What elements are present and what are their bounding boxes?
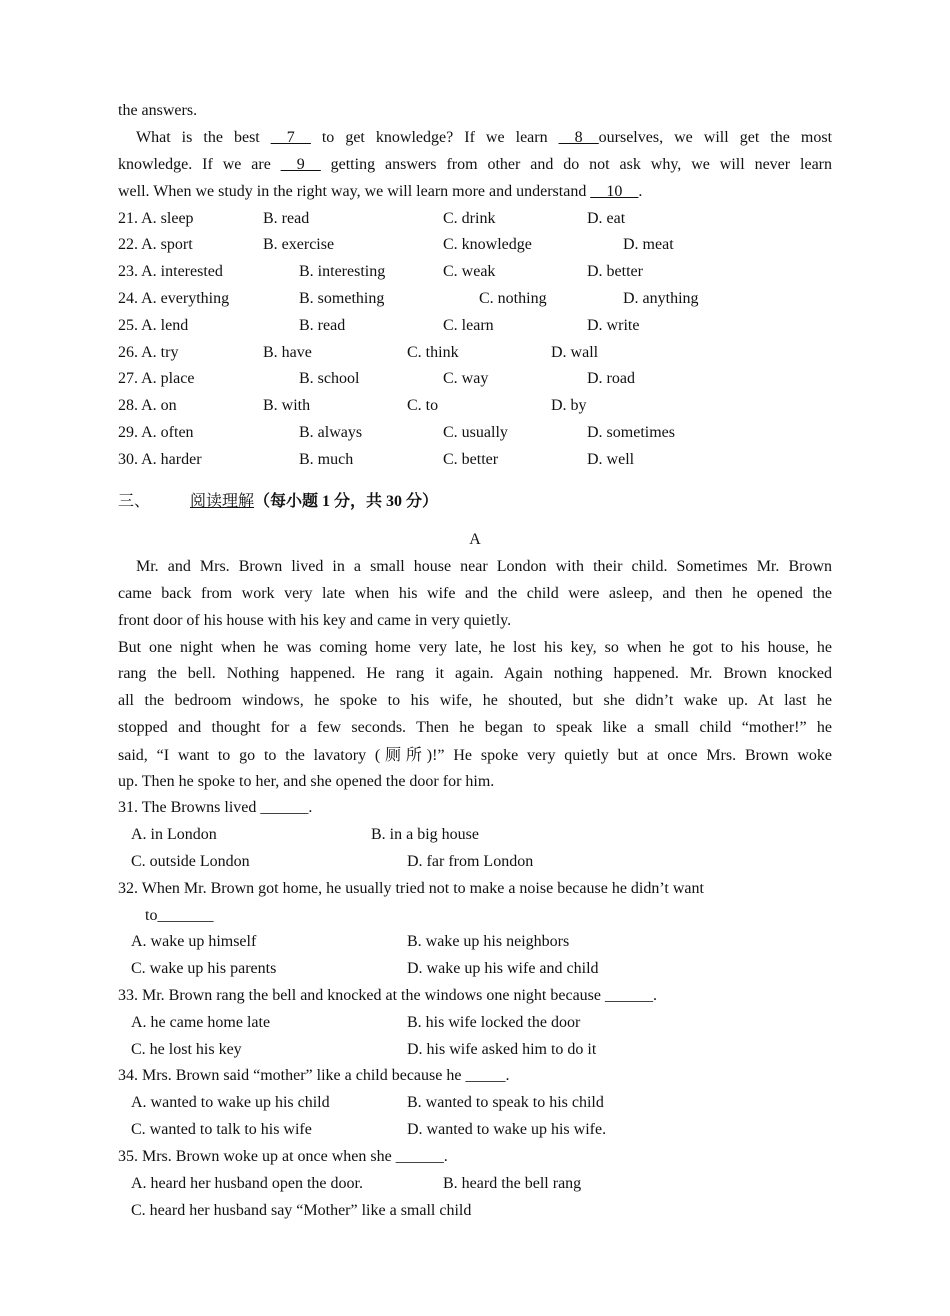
passage-line-8: said, “I want to go to the lavatory (厕所)!” He spoke very quietly but at once Mrs. Brown woke bbox=[118, 747, 832, 764]
passage-line-2: came back from work very late when his wife and the child were asleep, and then he opened the bbox=[118, 585, 832, 602]
passage-label: A bbox=[469, 531, 481, 548]
passage-line-9: up. Then he spoke to her, and she opened the door for him. bbox=[118, 773, 495, 790]
passage-line-3: front door of his house with his key and came in very quietly. bbox=[118, 612, 512, 629]
exam-page: the answers. What is the best __7__ to get knowledge? If we learn __8__ourselves, we will get the most knowledge. If we are __9__ getting answers from other and do not ask why, we will never learn well. When we study in the right way, we will learn more and understand __10__. 21. A. sleep B. read C. drink D. eat 22. A. sport B. exercise C. knowledge D. meat 23. A. interested B. interesting C. weak D. better 24. A. everything B. something C. nothing D. anything 25. A. lend B. read C. learn D. write 26. A. try B. have C. think D. wall 27. A. place B. school C. way D. road 28. A. on B. with C. to D. by 29. A. often B. always C. usually D. sometimes 30. A. harder B. much C. better D. well 三、 阅读理解（每小题 1 分，共 30 分） A Mr. and Mrs. Brown lived in a small house near London with their child. Sometimes Mr. Brown came back from work very late when his wife and the child were asleep, and then he opened the front door of his house with his key and came in very quietly. But one night when he was coming home very late, he lost his key, so when he got to his house, he rang the bell. Nothing happened. He rang it again. Again nothing happened. Mr. Brown knocked all the bedroom windows, he spoke to his wife, he shouted, but she didn’t wake up. At last he stopped and thought for a few seconds. Then he began to speak like a small child “mother!” he said, “I want to go to the lavatory (厕所)!” He spoke very quietly but at once Mrs. Brown woke up. Then he spoke to her, and she opened the door for him. 31. The Browns lived ______. A. in London B. in a big house C. outside London D. far from London 32. When Mr. Brown got home, he usually tried not to make a noise because he didn’t want to_______ A. wake up himself B. wake up his neighbors C. wake up his parents D. wake up his wife and child 33. Mr. Brown rang the bell and knocked at the windows one night because ______. A. he came home late B. his wife locked the door C. he lost his key D. his wife asked him to do it 34. Mrs. Brown said “mother” like a child because he _____. A. wanted to wake up his child B. wanted to speak to his child C. wanted to talk to his wife D. wanted to wake up his wife. 35. Mrs. Brown woke up at once when she ______. A. heard her husband open the door. B. heard the bell rang C. heard her husband say “Mother” like a small child bbox=[118, 102, 833, 1219]
passage-line-4: But one night when he was coming home very late, he lost his key, so when he got to his house, he bbox=[118, 639, 832, 656]
section-note: （每小题 1 分，共 30 分） bbox=[254, 493, 439, 510]
answers-line: the answers. bbox=[118, 102, 198, 119]
passage-line-1: Mr. and Mrs. Brown lived in a small house near London with their child. Sometimes Mr. Brown bbox=[136, 558, 832, 575]
blank-10: __10__ bbox=[590, 183, 639, 200]
blank-8: __8__ bbox=[558, 129, 599, 146]
cloze-para-line-2: knowledge. If we are __9__ getting answers from other and do not ask why, we will never learn bbox=[118, 156, 833, 173]
cloze-para-line-3: well. When we study in the right way, we will learn more and understand __10__. bbox=[118, 183, 643, 200]
blank-7: __7__ bbox=[270, 129, 311, 146]
passage-line-7: stopped and thought for a few seconds. Then he began to speak like a small child “mother!” he bbox=[118, 719, 832, 736]
blank-9: __9__ bbox=[280, 156, 321, 173]
cloze-para-line-1: What is the best __7__ to get knowledge? If we learn __8__ourselves, we will get the most bbox=[136, 129, 833, 146]
section-number: 三、 bbox=[118, 493, 151, 510]
passage-line-5: rang the bell. Nothing happened. He rang it again. Again nothing happened. Mr. Brown knocked bbox=[118, 665, 832, 682]
passage-line-6: all the bedroom windows, he spoke to his wife, he shouted, but she didn’t wake up. At last he bbox=[118, 692, 832, 709]
section-title: 阅读理解 bbox=[190, 493, 255, 510]
